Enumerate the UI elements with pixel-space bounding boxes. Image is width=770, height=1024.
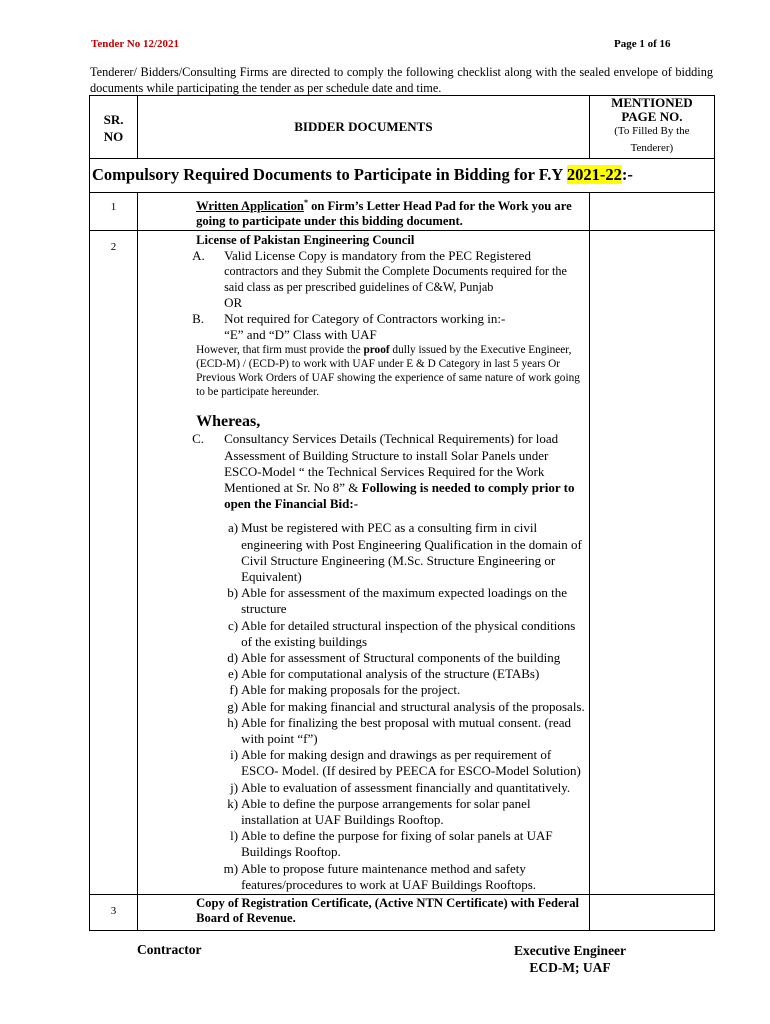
- row2-however-text1: However, that firm must provide the: [196, 344, 364, 357]
- header-mentioned-page: [589, 96, 714, 159]
- row2-however: [196, 343, 585, 399]
- list-item-key: m): [223, 860, 239, 876]
- section-title-text: Compulsory Required Documents to Participate in Bidding for F.Y: [92, 165, 567, 184]
- row2-item-b: [192, 311, 585, 327]
- list-item-key: j): [230, 779, 239, 795]
- list-item: [196, 747, 585, 779]
- list-item-text: Able for computational analysis of the structure (ETABs): [241, 666, 540, 682]
- executive-engineer-office: ECD-M; UAF: [529, 960, 611, 975]
- row2-item-a: [192, 248, 585, 264]
- list-item: [196, 666, 585, 682]
- list-item-text: Able for making proposals for the project.: [241, 682, 461, 698]
- list-item-key: d): [227, 650, 239, 666]
- bidder-documents-table: [89, 95, 715, 931]
- list-item: [196, 861, 585, 893]
- row2-however-text2: dully issued by the Executive Engineer, (ECD-M) / (ECD-P) to work with UAF under E & D Category in last 5 years Or Previous Work Orders of UAF showing the experience of same nature of work going to be participate hereunder.: [196, 344, 580, 399]
- list-item: [196, 796, 585, 828]
- contractor-signature-label: Contractor: [137, 942, 202, 957]
- header-sr-label: SR.: [103, 112, 124, 127]
- list-item-key: h): [227, 714, 239, 730]
- header-bidder-documents: BIDDER DOCUMENTS: [138, 96, 590, 159]
- list-item: [196, 715, 585, 747]
- row2-b-line1: Not required for Category of Contractors working in:-: [224, 311, 506, 326]
- tender-number: Tender No 12/2021: [91, 38, 180, 50]
- header-sr-no: [90, 96, 138, 159]
- section-year: 2021-22: [566, 165, 622, 184]
- table-row: [90, 895, 715, 931]
- row2-sr: 2: [90, 231, 138, 895]
- section-title-row: [90, 159, 715, 193]
- executive-engineer-signature-label: [500, 942, 640, 976]
- list-item-text: Able to evaluation of assessment financially and quantitatively.: [241, 779, 571, 795]
- row1-text: on Firm’s Letter Head Pad for the Work you are going to participate under this bidding document.: [196, 199, 572, 229]
- row2-a-detail: contractors and they Submit the Complete Documents required for the said class as per prescribed guidelines of C&W, Punjab: [224, 264, 567, 294]
- list-item-text: Able to define the purpose for fixing of solar panels at UAF Buildings Rooftop.: [241, 828, 553, 860]
- row2-page-cell[interactable]: [589, 231, 714, 895]
- header-page-line2: PAGE NO.: [621, 109, 683, 124]
- section-suffix: :-: [621, 165, 633, 184]
- list-item-text: Able for making financial and structural analysis of the proposals.: [241, 698, 585, 714]
- list-item-key: g): [227, 698, 239, 714]
- row1-superscript: *: [303, 198, 308, 207]
- intro-paragraph: Tenderer/ Bidders/Consulting Firms are directed to comply the following checklist along with the sealed envelope of bidding documents while participating the tender as per schedule date and time.: [90, 65, 713, 95]
- executive-engineer-title: Executive Engineer: [513, 943, 627, 958]
- row2-a-line1: Valid License Copy is mandatory from the PEC Registered: [224, 248, 531, 264]
- row2-however-proof: proof: [363, 344, 390, 357]
- list-item: [196, 585, 585, 617]
- table-header-row: [90, 96, 715, 159]
- list-item: [196, 520, 585, 585]
- list-item: [196, 780, 585, 796]
- header-page-line3: (To Filled By the: [614, 125, 690, 137]
- row2-b-detail: “E” and “D” Class with UAF: [224, 327, 377, 343]
- list-item-key: k): [227, 795, 239, 811]
- requirements-list: [196, 520, 585, 893]
- list-item: [196, 682, 585, 698]
- row2-c-bold: Following is needed to comply prior to open the Financial Bid:-: [224, 480, 575, 512]
- row2-document: [138, 231, 590, 895]
- list-item-key: e): [227, 666, 239, 682]
- list-item-text: Able for detailed structural inspection of the physical conditions of the existing buildings: [241, 617, 576, 649]
- list-item-text: Able for making design and drawings as per requirement of ESCO- Model. (If desired by PEECA for ESCO-Model Solution): [241, 747, 581, 779]
- row1-title: Written Application: [196, 199, 304, 214]
- list-item-key: f): [229, 682, 239, 698]
- row2-c-key: C.: [192, 431, 204, 447]
- list-item: [196, 828, 585, 860]
- row2-a-key: A.: [192, 248, 205, 264]
- row2-item-c: [192, 431, 585, 512]
- list-item-text: Must be registered with PEC as a consulting firm in civil engineering with Post Engineering Qualification in the domain of Civil Structure Engineering (M.Sc. Structure Engineering or Equivalent): [241, 520, 582, 585]
- list-item-key: a): [227, 520, 239, 536]
- row3-document: Copy of Registration Certificate, (Active NTN Certificate) with Federal Board of Revenue.: [138, 895, 590, 931]
- list-item-key: c): [227, 617, 239, 633]
- page-number: Page 1 of 16: [614, 38, 671, 50]
- list-item-text: Able to propose future maintenance method and safety features/procedures to work at UAF Buildings Rooftops.: [241, 860, 537, 892]
- header-page-line1: MENTIONED: [611, 95, 693, 110]
- row2-b-key: B.: [192, 311, 204, 326]
- list-item: [196, 699, 585, 715]
- table-row: [90, 193, 715, 231]
- list-item-key: b): [227, 585, 239, 601]
- list-item: [196, 650, 585, 666]
- row1-sr: 1: [90, 193, 138, 231]
- section-title: [90, 159, 715, 193]
- row3-page-cell[interactable]: [589, 895, 714, 931]
- row2-or: OR: [224, 294, 243, 310]
- row3-sr: 3: [90, 895, 138, 931]
- list-item: [196, 618, 585, 650]
- list-item-text: Able for assessment of the maximum expected loadings on the structure: [241, 585, 568, 617]
- row1-page-cell[interactable]: [589, 193, 714, 231]
- list-item-key: i): [230, 747, 239, 763]
- row2-whereas: Whereas,: [196, 413, 261, 431]
- list-item-key: l): [230, 828, 239, 844]
- header-page-line4: Tenderer): [630, 142, 674, 154]
- row1-document: [138, 193, 590, 231]
- table-row: [90, 231, 715, 895]
- header-no-label: NO: [103, 129, 124, 144]
- row2-heading: License of Pakistan Engineering Council: [196, 233, 415, 248]
- list-item-text: Able for assessment of Structural components of the building: [241, 650, 561, 666]
- row2-c-text: Consultancy Services Details (Technical Requirements) for load Assessment of Building Structure to install Solar Panels under ESCO-Model “ the Technical Services Required for the Work Mentioned at Sr. No 8” &: [224, 431, 559, 496]
- list-item-text: Able to define the purpose arrangements for solar panel installation at UAF Buildings Rooftop.: [241, 795, 531, 828]
- list-item-text: Able for finalizing the best proposal with mutual consent. (read with point “f”): [241, 714, 572, 747]
